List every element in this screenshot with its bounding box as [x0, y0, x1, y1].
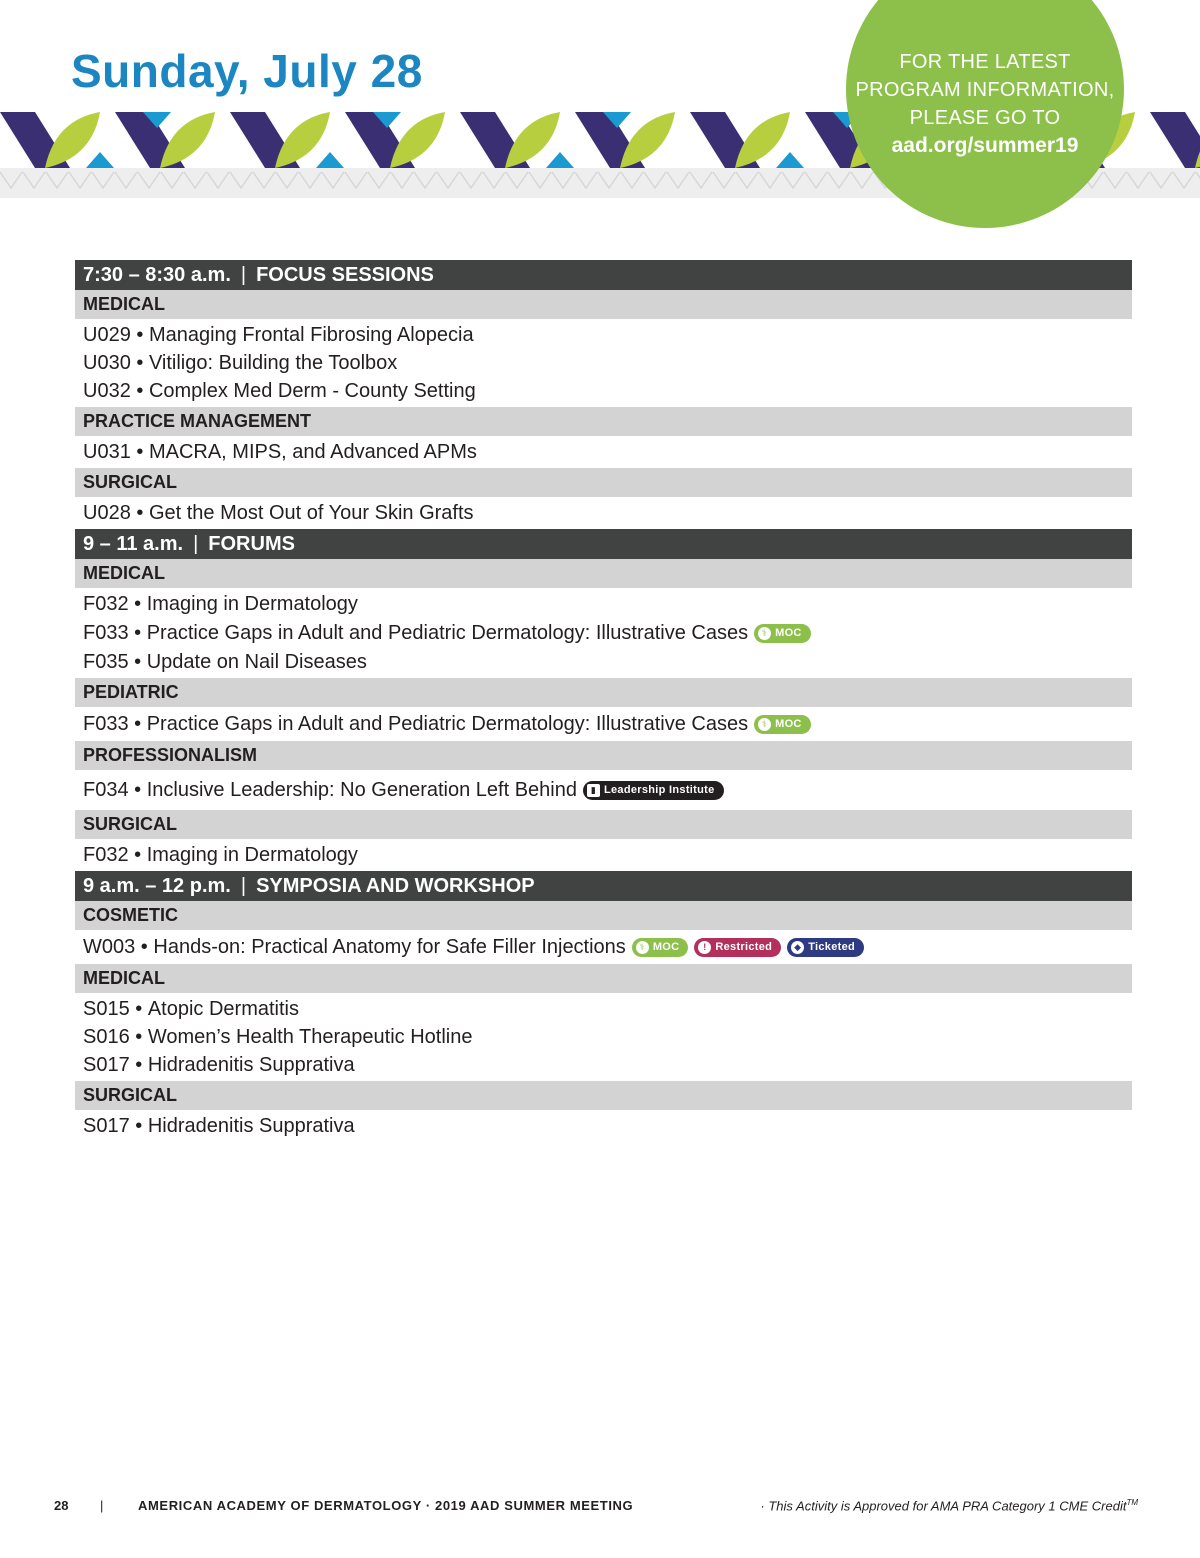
bullet: • — [130, 380, 149, 402]
session-item[interactable] — [83, 321, 1132, 349]
session-item[interactable] — [83, 932, 1132, 962]
bullet: • — [130, 352, 149, 374]
bullet: • — [129, 1115, 148, 1137]
bullet: • — [129, 998, 148, 1020]
session-title: Complex Med Derm - County Setting — [148, 380, 476, 402]
session-title: Managing Frontal Fibrosing Alopecia — [148, 324, 474, 346]
moc-badge — [754, 624, 811, 643]
bullet: • — [135, 936, 154, 958]
session-item[interactable] — [83, 499, 1132, 527]
cme-note-text: · This Activity is Approved for AMA PRA Category 1 CME Credit — [760, 1498, 1127, 1514]
promo-line-3: PLEASE GO TO — [909, 107, 1061, 129]
moc-badge-label: MOC — [775, 626, 802, 639]
promo-line-2: PROGRAM INFORMATION, — [855, 79, 1115, 101]
session-title: Hands-on: Practical Anatomy for Safe Filler Injections — [153, 936, 626, 958]
leadership-badge-icon: ▮ — [587, 784, 600, 797]
banner-cyan-triangle — [776, 152, 804, 168]
ticketed-badge-label: Ticketed — [808, 940, 856, 953]
trademark: TM — [1126, 1498, 1138, 1507]
bullet: • — [129, 1054, 148, 1076]
category-header: SURGICAL — [75, 468, 1132, 497]
session-item[interactable] — [83, 995, 1132, 1023]
bullet: • — [128, 651, 147, 673]
restricted-badge-icon: ! — [698, 941, 711, 954]
bullet: • — [128, 622, 147, 644]
session-code: U031 — [83, 441, 131, 463]
session-type: FOCUS SESSIONS — [256, 263, 434, 286]
session-item[interactable] — [83, 1051, 1132, 1079]
banner-green-leaf — [160, 112, 215, 168]
banner-green-leaf — [620, 112, 675, 168]
session-title: Atopic Dermatitis — [147, 998, 299, 1020]
session-code: F035 — [83, 651, 129, 673]
session-list — [75, 993, 1132, 1081]
moc-badge-label: MOC — [775, 717, 802, 730]
ticketed-badge — [787, 938, 864, 957]
session-code: F033 — [83, 713, 129, 735]
header-separator: | — [193, 532, 199, 555]
header-separator: | — [240, 874, 247, 897]
session-type: FORUMS — [208, 532, 295, 555]
session-list — [75, 770, 1132, 810]
session-title: Women’s Health Therapeutic Hotline — [147, 1026, 473, 1048]
moc-badge — [754, 715, 811, 734]
banner-green-leaf — [505, 112, 560, 168]
session-list — [75, 436, 1132, 468]
time-range: 7:30 – 8:30 a.m. — [83, 263, 231, 286]
time-range: 9 – 11 a.m. — [83, 532, 184, 555]
session-list — [75, 588, 1132, 678]
session-list — [75, 839, 1132, 871]
category-header: SURGICAL — [75, 1081, 1132, 1110]
time-block-header — [75, 871, 1132, 901]
session-title: Imaging in Dermatology — [146, 844, 358, 866]
bullet: • — [128, 593, 147, 615]
session-code: F034 — [83, 779, 129, 801]
session-code: F033 — [83, 622, 129, 644]
session-code: U028 — [83, 502, 131, 524]
session-title: Vitiligo: Building the Toolbox — [148, 352, 398, 374]
session-code: S017 — [83, 1054, 130, 1076]
bullet: • — [128, 779, 147, 801]
banner-green-leaf — [390, 112, 445, 168]
session-list — [75, 319, 1132, 407]
banner-green-leaf — [735, 112, 790, 168]
session-code: U032 — [83, 380, 131, 402]
session-title: Get the Most Out of Your Skin Grafts — [148, 502, 474, 524]
page-title: Sunday, July 28 — [71, 45, 423, 97]
restricted-badge — [694, 938, 781, 957]
cme-note — [760, 1498, 1138, 1513]
session-type: SYMPOSIA AND WORKSHOP — [256, 874, 535, 897]
bullet: • — [130, 441, 149, 463]
session-item[interactable] — [83, 377, 1132, 405]
session-item[interactable] — [83, 349, 1132, 377]
restricted-badge-label: Restricted — [715, 940, 773, 953]
session-title: Hidradenitis Supprativa — [147, 1115, 355, 1137]
banner-cyan-triangle — [316, 152, 344, 168]
session-item[interactable] — [83, 1023, 1132, 1051]
leadership-badge — [583, 781, 724, 800]
promo-line-1: FOR THE LATEST — [899, 51, 1071, 73]
session-code: W003 — [83, 936, 136, 958]
category-header: MEDICAL — [75, 290, 1132, 319]
session-item[interactable] — [83, 772, 1132, 808]
category-header: PRACTICE MANAGEMENT — [75, 407, 1132, 436]
bullet: • — [130, 324, 149, 346]
session-code: S017 — [83, 1115, 130, 1137]
ticketed-badge-icon: ◆ — [791, 941, 804, 954]
moc-badge — [632, 938, 689, 957]
category-header: COSMETIC — [75, 901, 1132, 930]
time-block-header — [75, 260, 1132, 290]
session-item[interactable] — [83, 1112, 1132, 1140]
session-code: F032 — [83, 844, 129, 866]
session-title: Practice Gaps in Adult and Pediatric Dermatology: Illustrative Cases — [146, 713, 749, 735]
session-title: MACRA, MIPS, and Advanced APMs — [148, 441, 477, 463]
session-title: Imaging in Dermatology — [146, 593, 358, 615]
page-number: 28 — [54, 1498, 69, 1513]
banner-green-leaf — [45, 112, 100, 168]
session-title: Hidradenitis Supprativa — [147, 1054, 355, 1076]
session-code: S016 — [83, 1026, 130, 1048]
footer-organization: AMERICAN ACADEMY OF DERMATOLOGY · 2019 AAD SUMMER MEETING — [138, 1498, 634, 1513]
session-code: F032 — [83, 593, 129, 615]
bullet: • — [128, 713, 147, 735]
session-list — [75, 1110, 1132, 1142]
banner-purple-shape — [1150, 112, 1200, 168]
moc-badge-label: MOC — [652, 940, 680, 953]
session-code: U030 — [83, 352, 131, 374]
session-code: S015 — [83, 998, 130, 1020]
session-title: Practice Gaps in Adult and Pediatric Dermatology: Illustrative Cases — [146, 622, 749, 644]
moc-badge-icon: ⚕ — [758, 627, 771, 640]
session-list — [75, 707, 1132, 741]
leadership-badge-label: Leadership Institute — [604, 783, 715, 796]
category-header: PROFESSIONALISM — [75, 741, 1132, 770]
session-list — [75, 497, 1132, 529]
session-title: Update on Nail Diseases — [146, 651, 367, 673]
session-item[interactable] — [83, 590, 1132, 618]
footer-separator: | — [100, 1498, 104, 1513]
banner-cyan-triangle — [86, 152, 114, 168]
session-list — [75, 930, 1132, 964]
session-item[interactable] — [83, 841, 1132, 869]
page-footer — [0, 1498, 1200, 1518]
banner-green-leaf — [275, 112, 330, 168]
banner-cyan-triangle — [546, 152, 574, 168]
bullet: • — [130, 502, 149, 524]
session-item[interactable] — [83, 438, 1132, 466]
session-title: Inclusive Leadership: No Generation Left Behind — [146, 779, 577, 801]
category-header: MEDICAL — [75, 559, 1132, 588]
category-header: PEDIATRIC — [75, 678, 1132, 707]
program-url-link[interactable]: aad.org/summer19 — [891, 134, 1079, 157]
session-item[interactable] — [83, 709, 1132, 739]
session-code: U029 — [83, 324, 131, 346]
category-header: MEDICAL — [75, 964, 1132, 993]
session-item[interactable] — [83, 618, 1132, 648]
session-item[interactable] — [83, 648, 1132, 676]
time-block-header — [75, 529, 1132, 559]
schedule — [75, 260, 1132, 1142]
bullet: • — [128, 844, 147, 866]
moc-badge-icon: ⚕ — [758, 718, 771, 731]
header-separator: | — [240, 263, 247, 286]
category-header: SURGICAL — [75, 810, 1132, 839]
bullet: • — [129, 1026, 148, 1048]
time-range: 9 a.m. – 12 p.m. — [83, 874, 231, 897]
moc-badge-icon: ⚕ — [636, 941, 649, 954]
